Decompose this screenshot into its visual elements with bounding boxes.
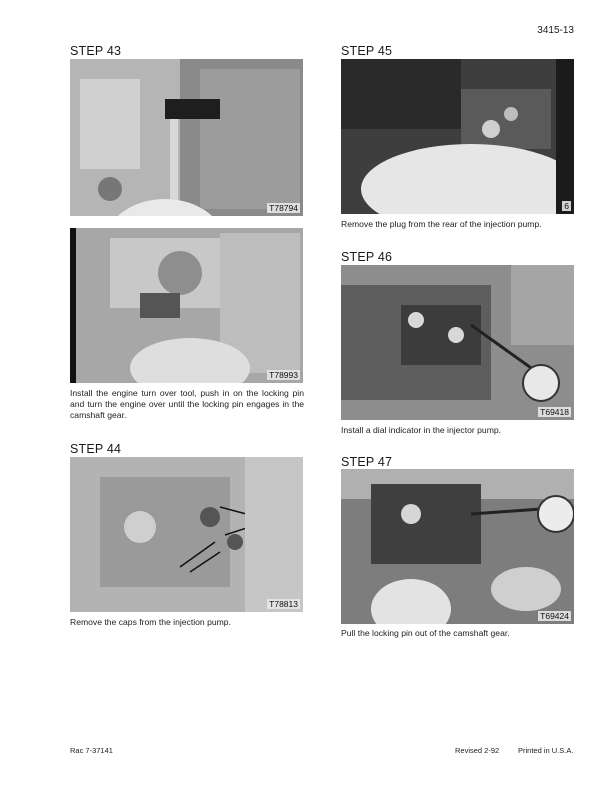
step-46-heading: STEP 46 [341, 250, 393, 264]
step-46-caption: Install a dial indicator in the injector pump. [341, 425, 502, 435]
photo-code-43b: T78993 [269, 370, 298, 380]
step-43-caption: Install the engine turn over tool, push in on the locking pin and turn the engine over until the locking pin engages in the camshaft gear. [70, 388, 304, 420]
step-44-photo [70, 457, 303, 612]
step-47-photo [341, 469, 574, 624]
step-43-photo-tool [70, 59, 303, 216]
step-47-caption: Pull the locking pin out of the camshaft gear. [341, 628, 510, 638]
step-44-heading: STEP 44 [70, 442, 122, 456]
step-43-photo-pin [70, 228, 303, 383]
footer-revised: Revised 2-92 [455, 746, 500, 755]
photo-code-43a: T78794 [269, 203, 298, 213]
step-47-heading: STEP 47 [341, 455, 393, 469]
page-number: 3415-13 [537, 25, 574, 36]
step-46-photo [341, 265, 574, 420]
step-44-caption: Remove the caps from the injection pump. [70, 617, 231, 627]
photo-code-47: T69424 [540, 611, 569, 621]
footer-doc-code: Rac 7-37141 [70, 746, 113, 755]
photo-code-45: 6 [564, 201, 569, 211]
step-45-caption: Remove the plug from the rear of the injection pump. [341, 219, 542, 229]
photo-code-44: T78813 [269, 599, 298, 609]
step-45-photo [341, 59, 574, 214]
step-45-heading: STEP 45 [341, 44, 393, 58]
step-43-heading: STEP 43 [70, 44, 122, 58]
footer-printed: Printed in U.S.A. [518, 746, 574, 755]
photo-code-46: T69418 [540, 407, 569, 417]
